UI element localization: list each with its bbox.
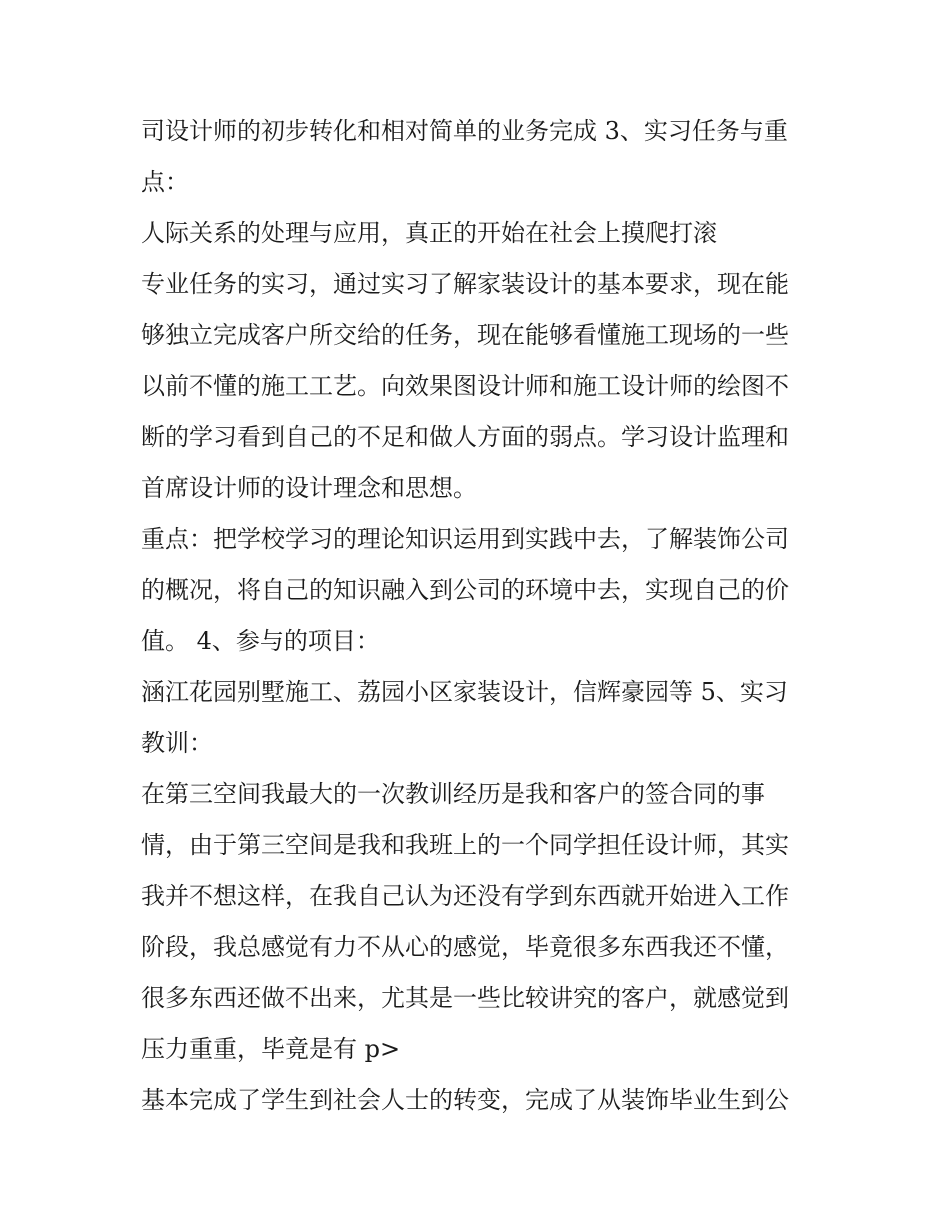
text-line: 以前不懂的施工工艺。向效果图设计师和施工设计师的绘图不 <box>141 372 789 400</box>
text-line: 断的学习看到自己的不足和做人方面的弱点。学习设计监理和 <box>141 423 789 451</box>
text-line: 重点：把学校学习的理论知识运用到实践中去，了解装饰公司 <box>141 525 789 553</box>
text-line: 司设计师的初步转化和相对简单的业务完成 3、实习任务与重 <box>141 117 788 145</box>
paragraph-transition <box>141 1075 821 1126</box>
text-line: 压力重重，毕竟是有 p> <box>141 1035 401 1063</box>
text-line: 教训： <box>141 729 213 757</box>
paragraph-task-intro <box>141 106 821 208</box>
text-line: 很多东西还做不出来，尤其是一些比较讲究的客户，就感觉到 <box>141 984 789 1012</box>
text-line: 人际关系的处理与应用，真正的开始在社会上摸爬打滚 <box>141 219 717 247</box>
text-line: 情，由于第三空间是我和我班上的一个同学担任设计师，其实 <box>141 831 789 859</box>
text-line: 我并不想这样，在我自己认为还没有学到东西就开始进入工作 <box>141 882 789 910</box>
text-line: 点： <box>141 168 189 196</box>
text-line: 值。 4、参与的项目： <box>141 627 380 655</box>
paragraph-lessons <box>141 769 821 1075</box>
text-line: 在第三空间我最大的一次教训经历是我和客户的签合同的事 <box>141 780 765 808</box>
paragraph-projects <box>141 667 821 769</box>
paragraph-interpersonal <box>141 208 821 259</box>
text-line: 基本完成了学生到社会人士的转变，完成了从装饰毕业生到公 <box>141 1086 789 1114</box>
body-text <box>141 106 821 1126</box>
text-line: 够独立完成客户所交给的任务，现在能够看懂施工现场的一些 <box>141 321 789 349</box>
text-line: 涵江花园别墅施工、荔园小区家装设计，信辉豪园等 5、实习 <box>141 678 788 706</box>
text-line: 专业任务的实习，通过实习了解家装设计的基本要求，现在能 <box>141 270 789 298</box>
paragraph-key-points <box>141 514 821 667</box>
paragraph-professional-task <box>141 259 821 514</box>
text-line: 首席设计师的设计理念和思想。 <box>141 474 477 502</box>
text-line: 阶段，我总感觉有力不从心的感觉，毕竟很多东西我还不懂， <box>141 933 789 961</box>
text-line: 的概况，将自己的知识融入到公司的环境中去，实现自己的价 <box>141 576 789 604</box>
